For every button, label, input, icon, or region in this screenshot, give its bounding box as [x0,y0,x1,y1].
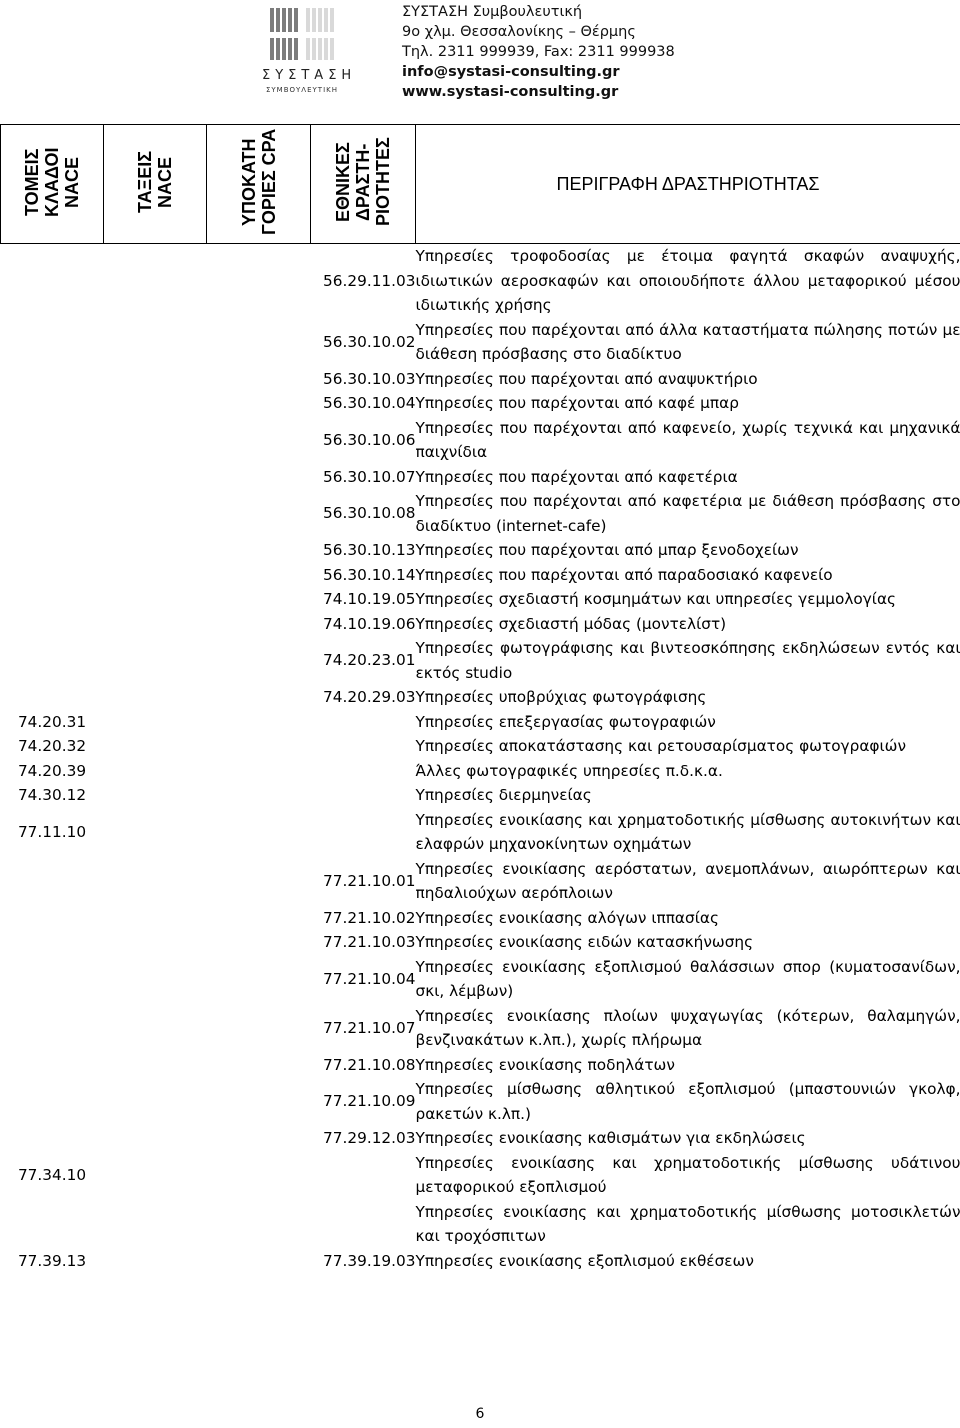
sector-cell [1,1200,104,1249]
national-code-cell [311,783,416,808]
table-row [1,489,960,538]
national-code-cell: 56.30.10.04 [323,394,416,412]
national-code-cell: 74.20.23.01 [323,651,416,670]
description-cell: Υπηρεσίες ενοικίασης ποδηλάτων [415,1055,675,1074]
cpa-cell [207,906,311,931]
class-cell [104,930,207,955]
national-code-cell: 56.30.10.07 [323,467,416,486]
sector-cell [1,1004,104,1053]
cpa-cell [207,318,311,367]
national-code-cell: 77.21.10.09 [323,1092,416,1111]
sector-cell: 77.39.13 [17,1251,87,1270]
cpa-cell [207,1249,311,1274]
class-cell [104,1200,207,1249]
national-code-cell: 56.30.10.03 [323,369,416,388]
sector-cell: 77.11.10 [17,822,87,841]
national-code-cell: 56.30.10.08 [323,504,416,523]
description-cell: Υπηρεσίες που παρέχονται από μπαρ ξενοδοχείων [415,541,799,559]
description-cell: Υπηρεσίες σχεδιαστή μόδας (μοντελίστ) [415,614,727,633]
national-code-cell [311,734,416,759]
table-row [1,1249,960,1274]
class-cell [104,808,207,857]
sector-cell [1,1077,104,1126]
cpa-cell [207,710,311,735]
table-row [1,1004,960,1053]
table-row [1,612,960,637]
class-cell [104,685,207,710]
table-row [1,1077,960,1126]
class-cell [104,587,207,612]
national-code-cell: 77.21.10.01 [323,871,416,890]
table-row [1,930,960,955]
class-cell [104,244,207,318]
description-cell: Υπηρεσίες ενοικίασης αερόστατων, ανεμοπλάνων, αιωρόπτερων και πηδαλιούχων αερόπλοιων [415,859,960,902]
sector-cell [1,587,104,612]
class-cell [104,612,207,637]
table-row [1,783,960,808]
class-cell [104,1004,207,1053]
sector-cell: 74.20.31 [17,712,87,731]
class-cell [104,1053,207,1078]
cpa-cell [207,1077,311,1126]
description-cell: Υπηρεσίες που παρέχονται από άλλα καταστήματα πώλησης ποτών με διάθεση πρόσβασης στο διαδίκτυο [415,320,960,363]
class-cell [104,391,207,416]
class-cell [104,636,207,685]
national-code-cell: 77.21.10.07 [323,1018,416,1037]
description-cell: Υπηρεσίες αποκατάστασης και ρετουσαρίσματος φωτογραφιών [415,737,907,755]
table-row [1,465,960,490]
header-cpa: ΥΠΟΚΑΤΗ ΓΟΡΙΕΣ CPA [207,125,311,244]
table-row [1,857,960,906]
sector-cell [1,318,104,367]
cpa-cell [207,538,311,563]
cpa-cell [207,612,311,637]
description-cell: Υπηρεσίες που παρέχονται από καφετέρια με διάθεση πρόσβασης στο διαδίκτυο (internet-cafe) [415,492,960,535]
class-cell [104,489,207,538]
national-code-cell: 74.10.19.06 [323,614,416,633]
table-row [1,244,960,318]
description-cell: Υπηρεσίες που παρέχονται από καφενείο, χωρίς τεχνικά και μηχανικά παιχνίδια [415,418,960,461]
national-code-cell: 56.30.10.13 [323,541,416,559]
sector-cell: 74.20.39 [17,761,87,780]
national-code-cell [311,759,416,784]
class-cell [104,563,207,588]
table-row [1,1053,960,1078]
table-row [1,734,960,759]
sector-cell [1,244,104,318]
sector-cell [1,367,104,392]
class-cell [104,1249,207,1274]
company-name: ΣΥΣΤΑΣΗ Συμβουλευτική [402,4,583,20]
cpa-cell [207,416,311,465]
header-national: ΕΘΝΙΚΕΣ ΔΡΑΣΤΗ- ΡΙΟΤΗΤΕΣ [311,125,416,244]
national-code-cell: 74.20.29.03 [323,688,416,706]
class-cell [104,906,207,931]
table-row [1,416,960,465]
national-code-cell: 77.21.10.04 [323,969,416,988]
table-row [1,710,960,735]
logo-subtitle: ΣΥΜΒΟΥΛΕΥΤΙΚΗ [265,86,338,94]
class-cell [104,710,207,735]
header-classes: ΤΑΞΕΙΣ NACE [104,125,207,244]
cpa-cell [207,955,311,1004]
national-code-cell: 56.30.10.02 [323,332,416,351]
table-row [1,318,960,367]
class-cell [104,783,207,808]
nace-activity-table [0,124,960,1273]
sector-cell: 74.20.32 [17,737,87,755]
national-code-cell [311,808,416,857]
cpa-cell [207,685,311,710]
company-email: info@systasi-consulting.gr [402,64,620,80]
description-cell: Υπηρεσίες που παρέχονται από καφετέρια [415,467,738,486]
table-row [1,367,960,392]
class-cell [104,955,207,1004]
company-logo [262,2,357,96]
cpa-cell [207,636,311,685]
logo-wordmark: ΣΥΣΤΑΣΗ [262,68,357,83]
company-phone: Τηλ. 2311 999939, Fax: 2311 999938 [402,44,675,60]
sector-cell [1,489,104,538]
sector-cell [1,906,104,931]
description-cell: Υπηρεσίες σχεδιαστή κοσμημάτων και υπηρεσίες γεμμολογίας [415,590,897,608]
class-cell [104,1151,207,1200]
table-row [1,685,960,710]
class-cell [104,465,207,490]
description-cell: Υπηρεσίες που παρέχονται από αναψυκτήριο [415,369,758,388]
table-row [1,538,960,563]
description-cell: Υπηρεσίες ενοικίασης και χρηματοδοτικής μίσθωσης αυτοκινήτων και ελαφρών μηχανοκίνητων οχημάτων [415,810,960,853]
logo-mark-icon [262,2,342,66]
class-cell [104,1077,207,1126]
cpa-cell [207,1200,311,1249]
table-row [1,906,960,931]
cpa-cell [207,1126,311,1151]
cpa-cell [207,587,311,612]
class-cell [104,857,207,906]
sector-cell [1,955,104,1004]
cpa-cell [207,759,311,784]
cpa-cell [207,857,311,906]
description-cell: Υπηρεσίες διερμηνείας [415,786,592,804]
national-code-cell: 77.21.10.08 [323,1055,416,1074]
class-cell [104,318,207,367]
sector-cell: 74.30.12 [17,786,87,804]
cpa-cell [207,808,311,857]
national-code-cell [311,710,416,735]
national-code-cell: 56.30.10.14 [323,565,416,584]
description-cell: Υπηρεσίες επεξεργασίας φωτογραφιών [415,712,716,731]
table-row [1,1126,960,1151]
national-code-cell [311,1200,416,1249]
description-cell: Υπηρεσίες ενοικίασης και χρηματοδοτικής μίσθωσης υδάτινου μεταφορικού εξοπλισμού [415,1153,960,1196]
description-cell: Υπηρεσίες ενοικίασης και χρηματοδοτικής μίσθωσης μοτοσικλετών και τροχόσπιτων [415,1202,960,1245]
sector-cell [1,685,104,710]
description-cell: Υπηρεσίες ενοικίασης πλοίων ψυχαγωγίας (κότερων, θαλαμηγών, βενζινακάτων κ.λπ.), χωρίς πλήρωμα [415,1006,960,1049]
class-cell [104,1126,207,1151]
sector-cell [1,416,104,465]
national-code-cell: 77.39.19.03 [323,1251,416,1270]
sector-cell [1,538,104,563]
description-cell: Υπηρεσίες φωτογράφισης και βιντεοσκόπησης εκδηλώσεων εντός και εκτός studio [415,639,960,682]
sector-cell: 77.34.10 [17,1165,87,1184]
description-cell: Υπηρεσίες τροφοδοσίας με έτοιμα φαγητά σκαφών αναψυχής, ιδιωτικών αεροσκαφών και οποιουδήποτε άλλου μεταφορικού μέσου ιδιωτικής χρήσης [415,247,960,314]
table-row [1,391,960,416]
sector-cell [1,1053,104,1078]
description-cell: Υπηρεσίες ενοικίασης εξοπλισμού εκθέσεων [415,1251,754,1270]
description-cell: Υπηρεσίες ενοικίασης ειδών κατασκήνωσης [415,933,754,951]
table-header-row [1,125,960,244]
sector-cell [1,465,104,490]
national-code-cell: 77.21.10.03 [323,933,416,951]
cpa-cell [207,563,311,588]
sector-cell [1,636,104,685]
table-row [1,636,960,685]
cpa-cell [207,734,311,759]
cpa-cell [207,465,311,490]
page-number: 6 [475,1406,485,1422]
header-sectors: ΤΟΜΕΙΣ ΚΛΑΔΟΙ NACE [1,125,104,244]
class-cell [104,759,207,784]
national-code-cell: 74.10.19.05 [323,590,416,608]
sector-cell [1,612,104,637]
national-code-cell [311,1151,416,1200]
class-cell [104,538,207,563]
description-cell: Υπηρεσίες ενοικίασης καθισμάτων για εκδηλώσεις [415,1129,806,1147]
description-cell: Υπηρεσίες μίσθωσης αθλητικού εξοπλισμού (μπαστουνιών γκολφ, ρακετών κ.λπ.) [415,1080,960,1123]
description-cell: Υπηρεσίες που παρέχονται από παραδοσιακό καφενείο [415,565,833,584]
national-code-cell: 56.30.10.06 [323,430,416,449]
header-description: ΠΕΡΙΓΡΑΦΗ ΔΡΑΣΤΗΡΙΟΤΗΤΑΣ [416,125,960,244]
table-row [1,808,960,857]
cpa-cell [207,391,311,416]
national-code-cell: 77.29.12.03 [323,1129,416,1147]
sector-cell [1,930,104,955]
table-row [1,587,960,612]
national-code-cell: 56.29.11.03 [323,271,416,290]
cpa-cell [207,244,311,318]
description-cell: Υπηρεσίες υποβρύχιας φωτογράφισης [415,688,707,706]
table-row [1,1200,960,1249]
class-cell [104,734,207,759]
sector-cell [1,391,104,416]
table-row [1,1151,960,1200]
sector-cell [1,857,104,906]
cpa-cell [207,930,311,955]
cpa-cell [207,367,311,392]
description-cell: Άλλες φωτογραφικές υπηρεσίες π.δ.κ.α. [415,761,723,780]
description-cell: Υπηρεσίες ενοικίασης αλόγων ιππασίας [415,908,719,927]
table-row [1,759,960,784]
cpa-cell [207,1053,311,1078]
company-address: 9ο χλμ. Θεσσαλονίκης – Θέρμης [402,24,636,40]
cpa-cell [207,783,311,808]
company-website[interactable]: www.systasi-consulting.gr [402,84,619,100]
class-cell [104,367,207,392]
cpa-cell [207,1004,311,1053]
sector-cell [1,563,104,588]
sector-cell [1,1126,104,1151]
contact-block [402,2,675,102]
table-row [1,955,960,1004]
national-code-cell: 77.21.10.02 [323,908,416,927]
cpa-cell [207,489,311,538]
class-cell [104,416,207,465]
description-cell: Υπηρεσίες που παρέχονται από καφέ μπαρ [415,394,739,412]
cpa-cell [207,1151,311,1200]
description-cell: Υπηρεσίες ενοικίασης εξοπλισμού θαλάσσιων σπορ (κυματοσανίδων, σκι, λέμβων) [415,957,960,1000]
page-header [0,0,960,110]
table-row [1,563,960,588]
